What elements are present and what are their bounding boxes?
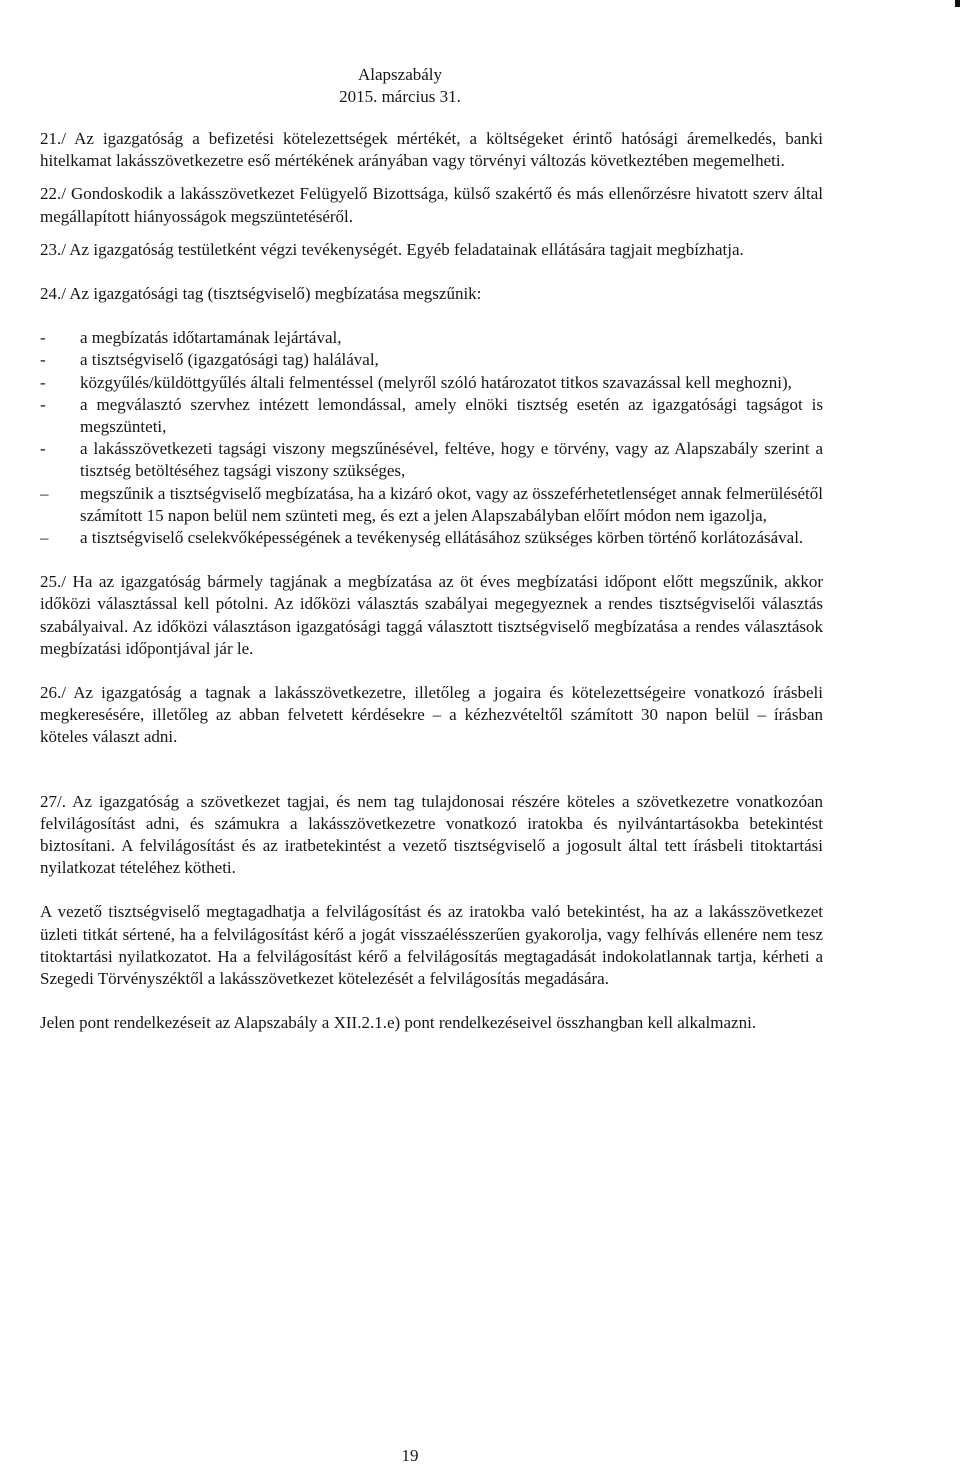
paragraph-23: 23./ Az igazgatóság testületként végzi tevékenységét. Egyéb feladatainak ellátására tagjait megbízhatja.: [40, 239, 744, 259]
scan-corner-mark: [955, 0, 960, 7]
termination-list: [40, 327, 823, 549]
list-dash: -: [40, 372, 46, 392]
list-item: [40, 527, 823, 549]
paragraph-24-intro: 24./ Az igazgatósági tag (tisztségviselő) megbízatása megszűnik:: [40, 284, 482, 304]
list-dash: -: [40, 350, 46, 370]
list-dash: –: [40, 483, 49, 503]
list-item-text: megszűnik a tisztségviselő megbízatása, ha a kizáró okot, vagy az összeférhetetlenséget annak felmerülésétől számított 15 napon belül nem szünteti meg, és ezt a jelen Alapszabályban előírt módon nem igazolja,: [80, 483, 823, 525]
paragraph-21: 21./ Az igazgatóság a befizetési kötelezettségek mértékét, a költségeket érintő hatósági áremelkedés, banki hitelkamat lakásszövetkezetre eső mértékének arányában vagy törvényi változás következtében megemelheti.: [40, 129, 823, 171]
list-dash: -: [40, 394, 46, 414]
paragraph-27-refusal: A vezető tisztségviselő megtagadhatja a felvilágosítást és az iratokba való betekintést, ha az a lakásszövetkezet üzleti titkát sértené, ha a felvilágosítást kérő a jogát visszaélésszerűen gyakorolja, vagy felhívás ellenére nem tesz titoktartási nyilatkozatot. Ha a felvilágosítást kérő a felvilágosítás megtagadását indokolatlannak tartja, kérheti a Szegedi Törvényszéktől a lakásszövetkezet kötelezését a felvilágosítás megadására.: [40, 902, 823, 989]
header-title: Alapszabály: [357, 65, 443, 84]
list-dash: -: [40, 439, 46, 459]
paragraph-26: 26./ Az igazgatóság a tagnak a lakásszövetkezetre, illetőleg a jogaira és kötelezettségeire vonatkozó írásbeli megkeresésére, illetőleg az abban felvetett kérdésekre – a kézhezvételtől számított 30 napon belül – írásban köteles választ adni.: [40, 683, 823, 747]
list-item-text: közgyűlés/küldöttgyűlés általi felmentéssel (melyről szóló határozatot titkos szavazással kell meghozni),: [80, 372, 792, 392]
list-item: [40, 483, 823, 527]
page-number: 19: [401, 1446, 419, 1465]
list-item: [40, 327, 823, 349]
list-item: [40, 438, 823, 482]
list-item: [40, 394, 823, 438]
list-dash: -: [40, 328, 46, 348]
paragraph-27-reference: Jelen pont rendelkezéseit az Alapszabály a XII.2.1.e) pont rendelkezéseivel összhangban kell alkalmazni.: [40, 1013, 757, 1033]
document-header: [0, 64, 800, 108]
list-item-text: a tisztségviselő cselekvőképességének a tevékenység ellátásához szükséges körben történő korlátozásával.: [80, 528, 804, 548]
list-dash: –: [40, 528, 49, 548]
list-item: [40, 372, 823, 394]
list-item-text: a tisztségviselő (igazgatósági tag) halálával,: [80, 350, 379, 370]
paragraph-22: 22./ Gondoskodik a lakásszövetkezet Felügyelő Bizottsága, külső szakértő és más ellenőrzésre hivatott szerv által megállapított hiányosságok megszüntetéséről.: [40, 184, 823, 226]
list-item: [40, 349, 823, 371]
document-body: [40, 128, 823, 1035]
list-item-text: a lakásszövetkezeti tagsági viszony megszűnésével, feltéve, hogy e törvény, vagy az Alapszabály szerint a tisztség betöltéséhez tagsági viszony szükséges,: [80, 439, 823, 481]
paragraph-25: 25./ Ha az igazgatóság bármely tagjának a megbízatása az öt éves megbízatási időpont előtt megszűnik, akkor időközi választással kell pótolni. Az időközi választás szabályai megegyeznek a rendes tisztségviselői választás szabályaival. Az időközi választáson igazgatósági taggá választott tisztségviselő megbízatása a rendes választások megbízatási időpontjával jár le.: [40, 572, 823, 658]
list-item-text: a megbízatás időtartamának lejártával,: [80, 328, 342, 348]
paragraph-27: 27/. Az igazgatóság a szövetkezet tagjai, és nem tag tulajdonosai részére köteles a szövetkezetre vonatkozóan felvilágosítást adni, és számukra a lakásszövetkezetre vonatkozó iratokba és nyilvántartásokba betekintést biztosítani. A felvilágosítást és az iratbetekintést a vezető tisztségviselő a jogosult által tett írásbeli titoktartási nyilatkozat tételéhez kötheti.: [40, 791, 823, 878]
header-date: 2015. március 31.: [339, 87, 461, 106]
list-item-text: a megválasztó szervhez intézett lemondással, amely elnöki tisztség esetén az igazgatósági tagságot is megszünteti,: [80, 394, 823, 437]
